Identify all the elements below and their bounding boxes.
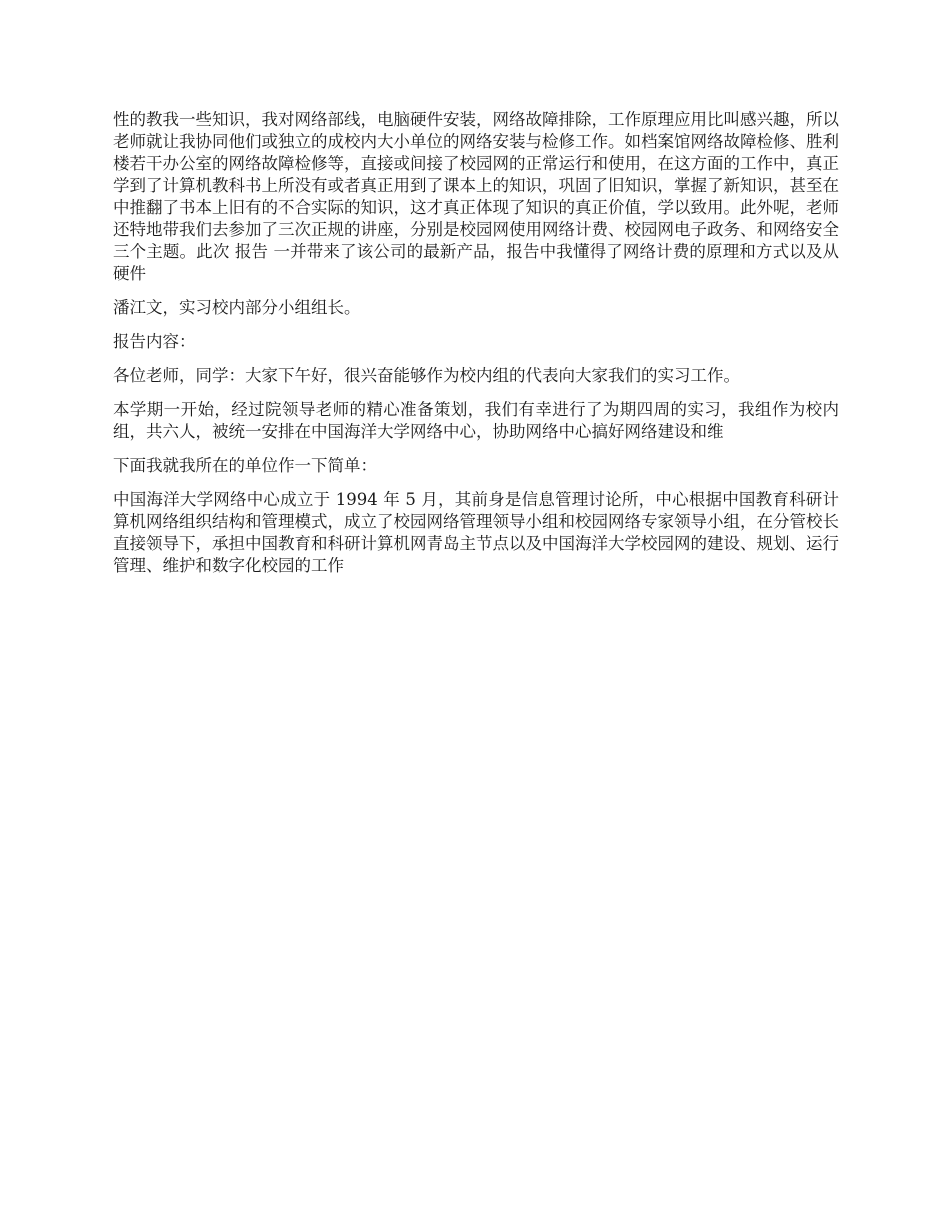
- paragraph-network-center: 中国海洋大学网络中心成立于 1994 年 5 月，其前身是信息管理讨论所，中心根据中国教育科研计算机网络组织结构和管理模式，成立了校园网络管理领导小组和校园网络专家领导小组，在分管校长直接领导下，承担中国教育和科研计算机网青岛主节点以及中国海洋大学校园网的建设、规划、运行管理、维护和数字化校园的工作: [113, 490, 839, 575]
- paragraph-team-leader: 潘江文，实习校内部分小组组长。: [113, 298, 361, 317]
- document-page: [113, 109, 839, 589]
- paragraph-internship-work: 性的教我一些知识，我对网络部线，电脑硬件安装，网络故障排除，工作原理应用比叫感兴趣，所以老师就让我协同他们或独立的成校内大小单位的网络安装与检修工作。如档案馆网络故障检修、胜利楼若干办公室的网络故障检修等，直接或间接了校园网的正常运行和使用，在这方面的工作中，真正学到了计算机教科书上所没有或者真正用到了课本上的知识，巩固了旧知识，掌握了新知识，甚至在中推翻了书本上旧有的不合实际的知识，这才真正体现了知识的真正价值，学以致用。此外呢，老师还特地带我们去参加了三次正规的讲座，分别是校园网使用网络计费、校园网电子政务、和网络安全三个主题。此次 报告 一并带来了该公司的最新产品，报告中我懂得了网络计费的原理和方式以及从硬件: [113, 110, 839, 283]
- paragraph-semester-start: 本学期一开始，经过院领导老师的精心准备策划，我们有幸进行了为期四周的实习，我组作为校内组，共六人，被统一安排在中国海洋大学网络中心，协助网络中心搞好网络建设和维: [113, 400, 839, 441]
- paragraph-greeting: 各位老师，同学：大家下午好，很兴奋能够作为校内组的代表向大家我们的实习工作。: [113, 366, 740, 385]
- paragraph-unit-intro: 下面我就我所在的单位作一下简单：: [113, 456, 377, 475]
- paragraph-report-content-heading: 报告内容：: [113, 332, 196, 351]
